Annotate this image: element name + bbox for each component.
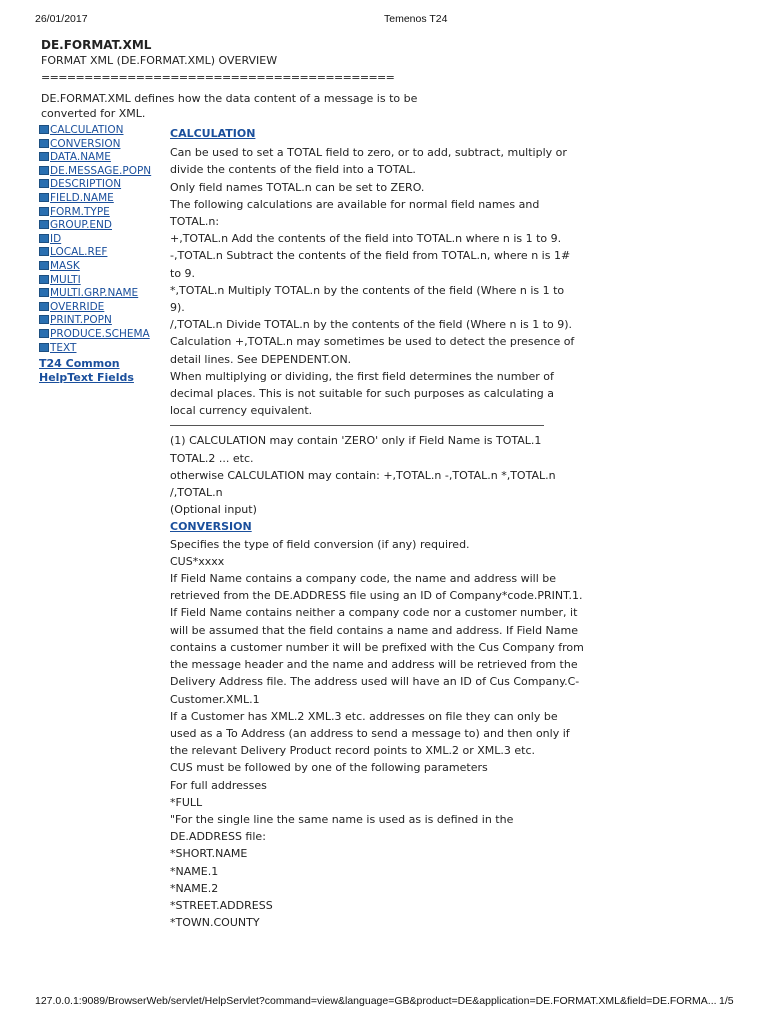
field-link-icon (39, 234, 49, 243)
nav-item-mask[interactable] (39, 260, 164, 274)
nav-link[interactable]: DESCRIPTION (50, 178, 122, 191)
nav-item-description[interactable] (39, 178, 164, 192)
page-title: DE.FORMAT.XML (41, 38, 152, 52)
paragraph: CUS must be followed by one of the following parameters (170, 761, 488, 775)
nav-link[interactable]: FIELD.NAME (50, 191, 114, 204)
nav-link[interactable]: MASK (50, 259, 80, 272)
nav-link[interactable]: DATA.NAME (50, 151, 111, 164)
field-link-icon (39, 207, 49, 216)
paragraph: If Field Name contains a company code, the name and address will be retrieved from the DE.ADDRESS file using an ID of Company*code.PRINT.1. If Field Name contains neither a company code nor a customer number, it will be assumed that the field contains a name and address. If Field Name contains a customer number it will be prefixed with the Cus Company from the message header and the name and address will be retrieved from the Delivery Address file. The address used will have an ID of Cus Company.C-Customer.XML.1 (170, 572, 584, 706)
field-link-icon (39, 166, 49, 175)
separator-line: ========================================= (41, 71, 395, 84)
nav-link[interactable]: LOCAL.REF (50, 246, 108, 259)
nav-item-data-name[interactable] (39, 151, 164, 165)
nav-item-calculation[interactable] (39, 124, 164, 138)
nav-item-id[interactable] (39, 233, 164, 247)
page-subtitle: FORMAT XML (DE.FORMAT.XML) OVERVIEW (41, 54, 278, 67)
paragraph: CUS*xxxx (170, 554, 225, 568)
field-link-icon (39, 329, 49, 338)
paragraph: "For the single line the same name is used as is defined in the DE.ADDRESS file: (170, 812, 514, 844)
nav-link[interactable]: CALCULATION (50, 124, 124, 136)
nav-link[interactable]: GROUP.END (50, 219, 112, 232)
nav-link[interactable]: PRODUCE.SCHEMA (50, 327, 150, 340)
paragraph: The following calculations are available for normal field names and TOTAL.n: (170, 197, 540, 229)
paragraph: -,TOTAL.n Subtract the contents of the field from TOTAL.n, where n is 1# to 9. (170, 249, 571, 280)
help-content (170, 125, 590, 931)
paragraph: *STREET.ADDRESS (170, 898, 273, 912)
nav-item-conversion[interactable] (39, 138, 164, 152)
nav-item-de-message-popn[interactable] (39, 165, 164, 179)
paragraph: When multiplying or dividing, the first field determines the number of decimal places. This is not suitable for such purposes as calculating a local currency equivalent. (170, 369, 555, 418)
nav-common-helptext-link[interactable] (39, 357, 164, 385)
nav-item-text[interactable] (39, 342, 164, 356)
nav-common-line: HelpText Fields (39, 371, 134, 385)
paragraph: *TOWN.COUNTY (170, 916, 260, 930)
field-link-icon (39, 220, 49, 229)
field-link-icon (39, 288, 49, 297)
nav-link[interactable]: FORM.TYPE (50, 205, 110, 218)
paragraph: *NAME.1 (170, 864, 219, 878)
paragraph: (Optional input) (170, 503, 257, 517)
paragraph: +,TOTAL.n Add the contents of the field into TOTAL.n where n is 1 to 9. (170, 232, 562, 246)
nav-item-field-name[interactable] (39, 192, 164, 206)
nav-link[interactable]: DE.MESSAGE.POPN (50, 164, 152, 177)
field-link-icon (39, 302, 49, 311)
paragraph: Specifies the type of field conversion (if any) required. (170, 537, 470, 551)
field-link-icon (39, 139, 49, 148)
print-date: 26/01/2017 (35, 13, 88, 25)
paragraph: For full addresses (170, 778, 267, 792)
paragraph: *NAME.2 (170, 881, 219, 895)
horizontal-rule (170, 425, 544, 426)
paragraph: *,TOTAL.n Multiply TOTAL.n by the contents of the field (Where n is 1 to 9). (170, 283, 565, 315)
field-link-icon (39, 193, 49, 202)
paragraph: Only field names TOTAL.n can be set to ZERO. (170, 180, 425, 194)
paragraph: *FULL (170, 795, 203, 809)
nav-item-produce-schema[interactable] (39, 328, 164, 342)
nav-link[interactable]: PRINT.POPN (50, 314, 112, 327)
paragraph: (1) CALCULATION may contain 'ZERO' only if Field Name is TOTAL.1 TOTAL.2 ... etc. (170, 434, 542, 465)
nav-item-override[interactable] (39, 301, 164, 315)
paragraph: Calculation +,TOTAL.n may sometimes be used to detect the presence of detail lines. See DEPENDENT.ON. (170, 335, 575, 366)
section-heading-calculation: CALCULATION (170, 127, 256, 140)
intro-text: DE.FORMAT.XML defines how the data content of a message is to be converted for XML. (41, 92, 418, 120)
nav-item-form-type[interactable] (39, 206, 164, 220)
nav-link[interactable]: OVERRIDE (50, 300, 105, 313)
nav-item-print-popn[interactable] (39, 314, 164, 328)
nav-link[interactable]: CONVERSION (50, 137, 121, 150)
section-heading-conversion: CONVERSION (170, 520, 252, 534)
paragraph: otherwise CALCULATION may contain: +,TOTAL.n -,TOTAL.n *,TOTAL.n /,TOTAL.n (170, 468, 556, 500)
paragraph: Can be used to set a TOTAL field to zero, or to add, subtract, multiply or divide the contents of the field into a TOTAL. (170, 146, 567, 177)
nav-item-group-end[interactable] (39, 219, 164, 233)
paragraph: /,TOTAL.n Divide TOTAL.n by the contents of the field (Where n is 1 to 9). (170, 318, 573, 332)
field-link-icon (39, 179, 49, 188)
paragraph: *SHORT.NAME (170, 847, 248, 861)
paragraph: If a Customer has XML.2 XML.3 etc. addresses on file they can only be used as a To Address (an address to send a message to) and then only if the relevant Delivery Product record points to XML.2 or XML.3 etc. (170, 709, 570, 758)
nav-item-multi-grp-name[interactable] (39, 287, 164, 301)
field-link-icon (39, 261, 49, 270)
field-link-icon (39, 247, 49, 256)
field-nav (39, 124, 164, 385)
page-number: 1/5 (719, 995, 734, 1007)
field-link-icon (39, 125, 49, 134)
print-title: Temenos T24 (384, 13, 448, 25)
nav-link[interactable]: MULTI (50, 273, 81, 286)
print-url: 127.0.0.1:9089/BrowserWeb/servlet/HelpServlet?command=view&language=GB&product=DE&application=DE.FORMAT.XML&field=DE.FORMA... (35, 995, 717, 1007)
nav-link[interactable]: ID (50, 232, 62, 245)
nav-item-local-ref[interactable] (39, 246, 164, 260)
nav-link[interactable]: TEXT (50, 341, 77, 354)
field-link-icon (39, 275, 49, 284)
field-link-icon (39, 315, 49, 324)
field-link-icon (39, 343, 49, 352)
nav-item-multi[interactable] (39, 274, 164, 288)
field-link-icon (39, 152, 49, 161)
nav-link[interactable]: MULTI.GRP.NAME (50, 287, 139, 300)
nav-common-line: T24 Common (39, 357, 120, 371)
